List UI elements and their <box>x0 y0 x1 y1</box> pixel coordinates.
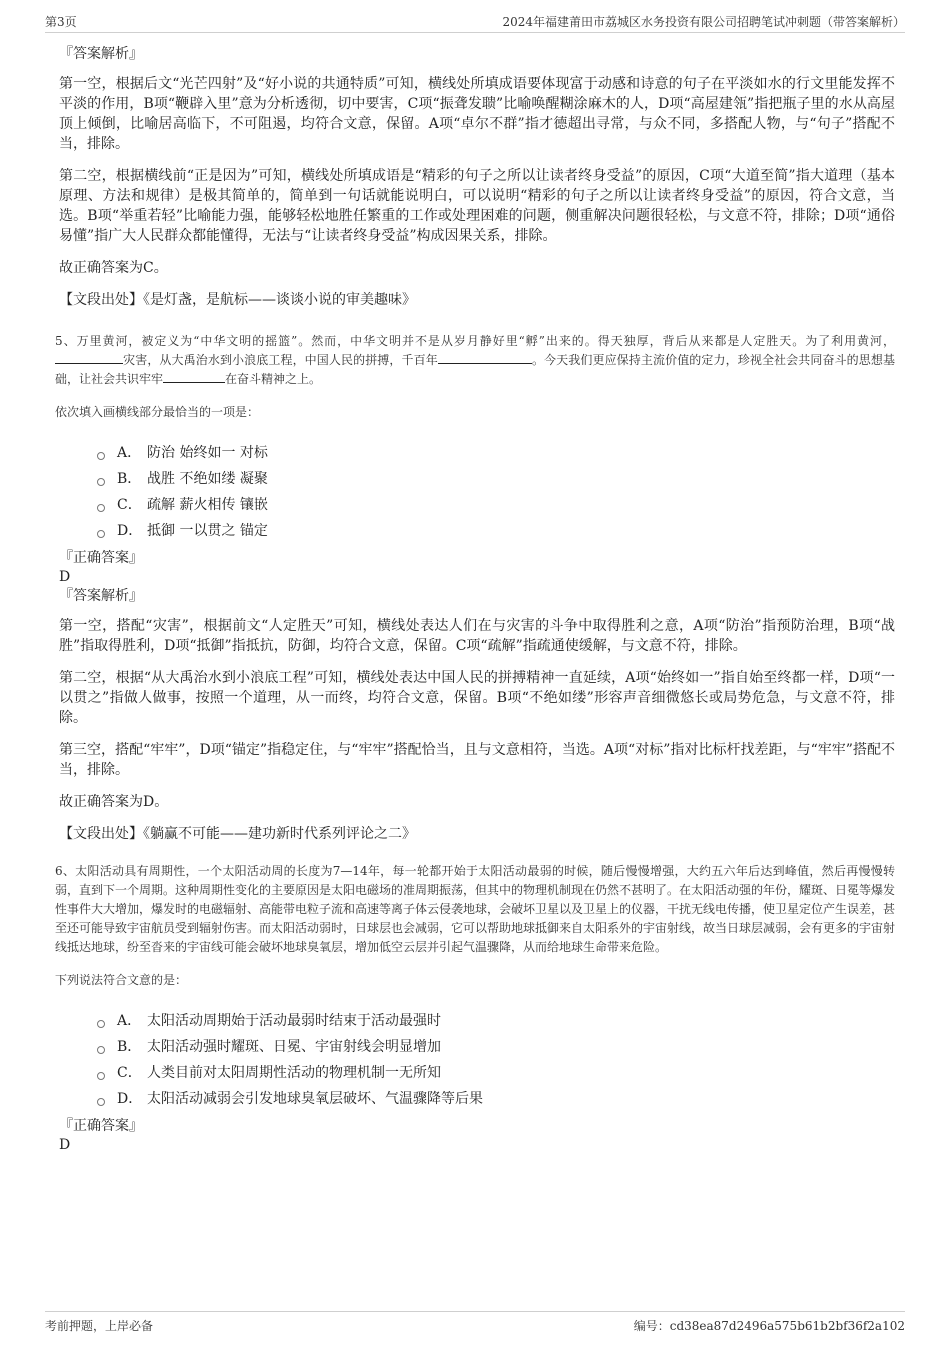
page-header <box>45 12 905 33</box>
page-number: 第3页 <box>45 15 77 29</box>
question-5-prompt: 依次填入画横线部分最恰当的一项是： <box>55 405 260 419</box>
radio-icon[interactable] <box>97 1098 105 1106</box>
source-label: 【文段出处】 <box>59 292 143 308</box>
source-label: 【文段出处】 <box>59 826 143 842</box>
option-b[interactable]: B． 太阳活动强时耀斑、日冕、宇宙射线会明显增加 <box>97 1034 895 1060</box>
fill-blank <box>55 351 123 364</box>
analysis-paragraph: 第一空，搭配“灾害”，根据前文“人定胜天”可知，横线处表达人们在与灾害的斗争中取得胜利之意，A项“防治”指预防治理，B项“战胜”指取得胜利，D项“抵御”指抵抗，防御，均符合文意，保留。C项“疏解”指疏通使缓解，与文意不符，排除。 <box>59 618 895 654</box>
option-d[interactable]: D． 抵御 一以贯之 锚定 <box>97 518 895 544</box>
radio-icon[interactable] <box>97 530 105 538</box>
analysis-conclusion: 故正确答案为D。 <box>59 794 169 810</box>
source-title: 《躺赢不可能——建功新时代系列评论之二》 <box>143 826 416 842</box>
option-b[interactable]: B． 战胜 不绝如缕 凝聚 <box>97 466 895 492</box>
source-citation <box>59 290 895 310</box>
document-code: 编号：cd38ea87d2496a575b61b2bf36f2a102 <box>633 1319 905 1333</box>
question-5-text: 5、万里黄河，被定义为“中华文明的摇篮”。然而，中华文明并不是从岁月静好里“孵”出来的。得天独厚，背后从来都是人定胜天。为了利用黄河，灾害，从大禹治水到小浪底工程，中国人民的拼搏，千百年 。今天我们更应保持主流价值的定力，珍视全社会共同奋斗的思想基础，让社会共识牢牢 在奋斗精神之上。 <box>55 334 895 386</box>
option-a[interactable]: A． 防治 始终如一 对标 <box>97 440 895 466</box>
option-c[interactable]: C． 疏解 薪火相传 镶嵌 <box>97 492 895 518</box>
option-a[interactable]: A． 太阳活动周期始于活动最弱时结束于活动最强时 <box>97 1008 895 1034</box>
document-title: 2024年福建莆田市荔城区水务投资有限公司招聘笔试冲刺题（带答案解析） <box>502 15 905 29</box>
question-6-text: 6、太阳活动具有周期性，一个太阳活动周的长度为7—14年，每一轮都开始于太阳活动最弱的时候，随后慢慢增强，大约五六年后达到峰值，然后再慢慢转弱，直到下一个周期。这种周期性变化的主要原因是太阳电磁场的准周期振荡，但其中的物理机制现在仍然不甚明了。在太阳活动强的年份，耀斑、日冕等爆发性事件大大增加，爆发时的电磁辐射、高能带电粒子流和高速等离子体云侵袭地球，会破坏卫星以及卫星上的仪器，干扰无线电传播，使卫星定位产生误差，甚至还可能导致宇宙航员受到辐射伤害。而太阳活动弱时，日球层也会减弱，它可以帮助地球抵御来自太阳系外的宇宙射线，故当日球层减弱，会有更多的宇宙射线抵达地球，纷至沓来的宇宙线可能会破坏地球臭氧层，增加低空云层并引起气温骤降，从而给地球生命带来危险。 <box>55 864 896 954</box>
radio-icon[interactable] <box>97 452 105 460</box>
option-c[interactable]: C． 人类目前对太阳周期性活动的物理机制一无所知 <box>97 1060 895 1086</box>
analysis-label: 『答案解析』 <box>59 46 143 62</box>
question-5-options <box>97 440 895 544</box>
analysis-conclusion: 故正确答案为C。 <box>59 260 168 276</box>
correct-answer: D <box>59 569 71 585</box>
footer-slogan: 考前押题，上岸必备 <box>45 1319 154 1333</box>
radio-icon[interactable] <box>97 478 105 486</box>
radio-icon[interactable] <box>97 504 105 512</box>
correct-answer-label: 『正确答案』 <box>59 550 143 566</box>
option-d[interactable]: D． 太阳活动减弱会引发地球臭氧层破坏、气温骤降等后果 <box>97 1086 895 1112</box>
analysis-paragraph: 第一空，根据后文“光芒四射”及“好小说的共通特质”可知，横线处所填成语要体现富于动感和诗意的句子在平淡如水的行文里能发挥不平淡的作用，B项“鞭辟入里”意为分析透彻，切中要害，C项“振聋发聩”比喻唤醒糊涂麻木的人，D项“高屋建瓴”指把瓶子里的水从高屋顶上倾倒，比喻居高临下，不可阻遏，均符合文意，保留。A项“卓尔不群”指才德超出寻常，与众不同，多搭配人物，与“句子”搭配不当，排除。 <box>59 76 895 152</box>
page-content <box>55 44 895 1154</box>
analysis-paragraph: 第二空，根据“从大禹治水到小浪底工程”可知，横线处表达中国人民的拼搏精神一直延续，A项“始终如一”指自始至终都一样，D项“一以贯之”指做人做事，按照一个道理，从一而终，均符合文意，保留。B项“不绝如缕”形容声音细微悠长或局势危急，与文意不符，排除。 <box>59 670 895 726</box>
fill-blank <box>163 370 225 383</box>
radio-icon[interactable] <box>97 1020 105 1028</box>
correct-answer: D <box>59 1137 71 1153</box>
page-footer <box>45 1311 905 1334</box>
source-title: 《是灯盏，是航标——谈谈小说的审美趣味》 <box>143 292 416 308</box>
question-6-prompt: 下列说法符合文意的是： <box>55 973 188 987</box>
source-citation <box>59 824 895 844</box>
correct-answer-label: 『正确答案』 <box>59 1118 143 1134</box>
radio-icon[interactable] <box>97 1046 105 1054</box>
analysis-paragraph: 第三空，搭配“牢牢”，D项“锚定”指稳定住，与“牢牢”搭配恰当，且与文意相符，当选。A项“对标”指对比标杆找差距，与“牢牢”搭配不当，排除。 <box>59 742 895 778</box>
analysis-paragraph: 第二空，根据横线前“正是因为”可知，横线处所填成语是“精彩的句子之所以让读者终身受益”的原因，C项“大道至简”指大道理（基本原理、方法和规律）是极其简单的，简单到一句话就能说明白，可以说明“精彩的句子之所以让读者终身受益”的原因，符合文意，当选。B项“举重若轻”比喻能力强，能够轻松地胜任繁重的工作或处理困难的问题，侧重解决问题很轻松，与文意不符，排除；D项“通俗易懂”指广大人民群众都能懂得，无法与“让读者终身受益”构成因果关系，排除。 <box>59 168 895 244</box>
analysis-label: 『答案解析』 <box>59 588 143 604</box>
fill-blank <box>438 351 532 364</box>
radio-icon[interactable] <box>97 1072 105 1080</box>
question-6-options <box>97 1008 895 1112</box>
